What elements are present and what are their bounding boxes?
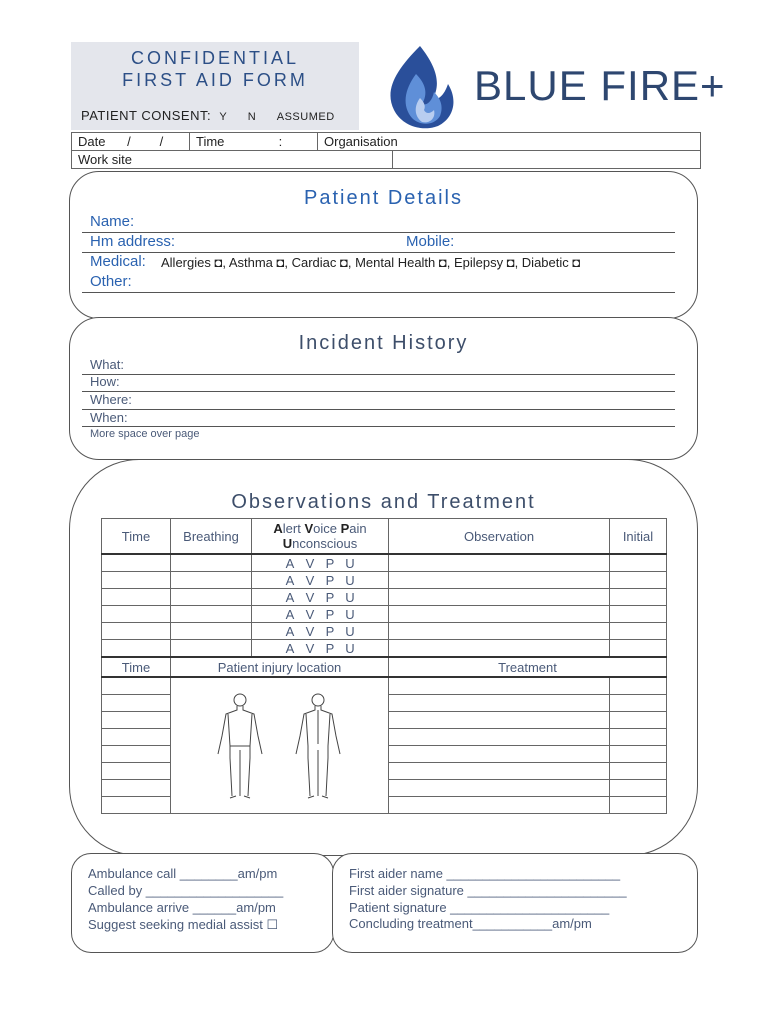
table-row	[102, 589, 667, 606]
treat-treatment-cell[interactable]	[389, 763, 610, 780]
obs-observation-cell[interactable]	[389, 623, 610, 640]
observations-header-row	[102, 519, 667, 555]
avpu-v[interactable]: V	[305, 572, 315, 588]
avpu-v[interactable]: V	[305, 640, 315, 656]
table-row	[102, 623, 667, 640]
obs-time-cell[interactable]	[102, 623, 171, 640]
obs-initial-cell[interactable]	[610, 572, 667, 589]
obs-breathing-cell[interactable]	[171, 589, 252, 606]
title-first-aid-form: FIRST AID FORM	[122, 70, 308, 90]
avpu-u[interactable]: U	[345, 555, 355, 571]
avpu-p[interactable]: P	[325, 623, 335, 639]
obs-initial-cell[interactable]	[610, 606, 667, 623]
where-label: Where:	[90, 392, 132, 407]
treat-time-cell[interactable]	[102, 763, 171, 780]
patient-details-title: Patient Details	[304, 187, 463, 209]
obs-time-cell[interactable]	[102, 640, 171, 658]
where-line[interactable]	[82, 409, 675, 410]
treat-initial-cell[interactable]	[610, 780, 667, 797]
table-row	[102, 572, 667, 589]
obs-breathing-cell[interactable]	[171, 640, 252, 658]
what-label: What:	[90, 357, 124, 372]
col-avpu	[252, 519, 389, 555]
flame-logo-icon	[386, 44, 458, 132]
patient-consent-row	[81, 108, 335, 123]
date-field[interactable]	[72, 133, 190, 151]
consent-yes-option[interactable]: Y	[219, 111, 228, 123]
time-label: Time	[196, 134, 225, 149]
medical-options[interactable]: Allergies ◘, Asthma ◘, Cardiac ◘, Mental Health ◘, Epilepsy ◘, Diabetic ◘	[161, 255, 581, 270]
avpu-v[interactable]: V	[305, 555, 315, 571]
obs-time-cell[interactable]	[102, 554, 171, 572]
obs-time-cell[interactable]	[102, 589, 171, 606]
brand-name: BLUE FIRE+	[474, 62, 726, 109]
how-line[interactable]	[82, 391, 675, 392]
obs-initial-cell[interactable]	[610, 554, 667, 572]
avpu-a[interactable]: A	[285, 623, 295, 639]
col-observation: Observation	[389, 519, 610, 555]
avpu-a[interactable]: A	[285, 606, 295, 622]
suggest-medical-assist-checkbox[interactable]: Suggest seeking medial assist ☐	[88, 917, 279, 932]
treat-treatment-cell[interactable]	[389, 797, 610, 814]
more-space-note: More space over page	[90, 428, 200, 440]
address-line[interactable]	[82, 252, 675, 253]
observation-rows	[102, 554, 667, 657]
treat-treatment-cell[interactable]	[389, 780, 610, 797]
avpu-cell[interactable]	[252, 589, 389, 606]
treat-treatment-cell[interactable]	[389, 712, 610, 729]
obs-observation-cell[interactable]	[389, 606, 610, 623]
avpu-head-p-rest: ain	[349, 521, 367, 536]
time-field[interactable]	[190, 133, 318, 151]
treat-treatment-cell[interactable]	[389, 729, 610, 746]
avpu-u[interactable]: U	[345, 623, 355, 639]
name-label: Name:	[90, 213, 135, 230]
treat-treatment-cell[interactable]	[389, 746, 610, 763]
when-label: When:	[90, 410, 128, 425]
obs-observation-cell[interactable]	[389, 640, 610, 658]
treat-time-cell[interactable]	[102, 780, 171, 797]
obs-breathing-cell[interactable]	[171, 554, 252, 572]
date-time-org-table	[71, 132, 701, 169]
avpu-a[interactable]: A	[285, 640, 295, 656]
incident-history-title: Incident History	[298, 332, 469, 354]
avpu-head-u: U	[282, 536, 293, 551]
date-sep-2: /	[159, 134, 164, 149]
avpu-u[interactable]: U	[345, 606, 355, 622]
worksite-label: Work site	[78, 152, 132, 167]
treat-initial-cell[interactable]	[610, 712, 667, 729]
avpu-p[interactable]: P	[325, 640, 335, 656]
avpu-p[interactable]: P	[325, 606, 335, 622]
obs-observation-cell[interactable]	[389, 589, 610, 606]
avpu-p[interactable]: P	[325, 555, 335, 571]
obs-initial-cell[interactable]	[610, 623, 667, 640]
treatment-row	[102, 677, 667, 695]
ambulance-call-field[interactable]: Ambulance call ________am/pm	[88, 866, 278, 881]
what-line[interactable]	[82, 374, 675, 375]
avpu-head-p: P	[340, 521, 350, 536]
organisation-field[interactable]	[318, 133, 701, 151]
treat-time-cell[interactable]	[102, 729, 171, 746]
worksite-extra-field[interactable]	[393, 151, 701, 169]
treat-time-cell[interactable]	[102, 677, 171, 695]
body-diagram[interactable]	[200, 688, 360, 800]
treat-treatment-cell[interactable]	[389, 695, 610, 712]
first-aider-signature-field[interactable]: First aider signature ______________________	[349, 883, 627, 898]
table-row	[102, 606, 667, 623]
treat-time-cell[interactable]	[102, 746, 171, 763]
obs-initial-cell[interactable]	[610, 640, 667, 658]
observations-treatment-section	[69, 459, 698, 856]
medical-label: Medical:	[90, 253, 146, 270]
form-title-panel	[71, 42, 359, 130]
avpu-p[interactable]: P	[325, 572, 335, 588]
treat-initial-cell[interactable]	[610, 729, 667, 746]
avpu-p[interactable]: P	[325, 589, 335, 605]
incident-history-section	[69, 317, 698, 460]
col2-time: Time	[102, 657, 171, 677]
obs-observation-cell[interactable]	[389, 554, 610, 572]
date-sep-1: /	[127, 134, 131, 149]
avpu-u[interactable]: U	[345, 572, 355, 588]
avpu-a[interactable]: A	[285, 589, 295, 605]
treat-initial-cell[interactable]	[610, 763, 667, 780]
how-label: How:	[90, 374, 120, 389]
organisation-label: Organisation	[324, 134, 398, 149]
when-line[interactable]	[82, 426, 675, 427]
avpu-head-v-rest: oice	[313, 521, 341, 536]
human-body-back-icon	[296, 694, 340, 798]
avpu-head-a-rest: lert	[282, 521, 305, 536]
mobile-label: Mobile:	[406, 233, 455, 250]
human-body-front-icon	[218, 694, 262, 798]
injury-location-cell[interactable]	[171, 677, 389, 814]
avpu-cell[interactable]	[252, 554, 389, 572]
concluding-treatment-field[interactable]: Concluding treatment___________am/pm	[349, 916, 592, 931]
avpu-a[interactable]: A	[285, 572, 295, 588]
treat-time-cell[interactable]	[102, 797, 171, 814]
avpu-cell[interactable]	[252, 606, 389, 623]
obs-breathing-cell[interactable]	[171, 623, 252, 640]
other-label: Other:	[90, 273, 132, 290]
observations-table	[101, 518, 667, 814]
treat-time-cell[interactable]	[102, 712, 171, 729]
avpu-u[interactable]: U	[345, 589, 355, 605]
avpu-u[interactable]: U	[345, 640, 355, 656]
consent-label: PATIENT CONSENT:	[81, 108, 212, 123]
worksite-field[interactable]	[72, 151, 393, 169]
col-initial: Initial	[610, 519, 667, 555]
treat-initial-cell[interactable]	[610, 695, 667, 712]
observations-title: Observations and Treatment	[231, 491, 536, 513]
called-by-field[interactable]: Called by ___________________	[88, 883, 284, 898]
treat-initial-cell[interactable]	[610, 797, 667, 814]
obs-breathing-cell[interactable]	[171, 606, 252, 623]
col-breathing: Breathing	[171, 519, 252, 555]
avpu-cell[interactable]	[252, 623, 389, 640]
treatment-header-row	[102, 657, 667, 677]
treat-initial-cell[interactable]	[610, 677, 667, 695]
time-sep: :	[278, 134, 283, 149]
ambulance-section	[71, 853, 334, 953]
consent-assumed-option[interactable]: ASSUMED	[276, 111, 335, 123]
treat-time-cell[interactable]	[102, 695, 171, 712]
avpu-head-v: V	[304, 521, 314, 536]
signatures-section	[332, 853, 698, 953]
avpu-cell[interactable]	[252, 572, 389, 589]
title-confidential: CONFIDENTIAL	[130, 48, 299, 68]
obs-observation-cell[interactable]	[389, 572, 610, 589]
consent-no-option[interactable]: N	[247, 111, 257, 123]
patient-signature-field[interactable]: Patient signature ______________________	[349, 900, 610, 915]
treat-treatment-cell[interactable]	[389, 677, 610, 695]
date-label: Date	[78, 134, 106, 149]
other-line[interactable]	[82, 292, 675, 293]
patient-details-section	[69, 171, 698, 319]
obs-time-cell[interactable]	[102, 572, 171, 589]
avpu-v[interactable]: V	[305, 606, 315, 622]
treat-initial-cell[interactable]	[610, 746, 667, 763]
avpu-a[interactable]: A	[285, 555, 295, 571]
avpu-v[interactable]: V	[305, 589, 315, 605]
col2-treatment: Treatment	[389, 657, 667, 677]
address-label: Hm address:	[90, 233, 176, 250]
avpu-cell[interactable]	[252, 640, 389, 658]
obs-initial-cell[interactable]	[610, 589, 667, 606]
avpu-head-u-rest: nconscious	[292, 536, 358, 551]
table-row	[102, 554, 667, 572]
avpu-v[interactable]: V	[305, 623, 315, 639]
ambulance-arrive-field[interactable]: Ambulance arrive ______am/pm	[88, 900, 276, 915]
col-time: Time	[102, 519, 171, 555]
obs-time-cell[interactable]	[102, 606, 171, 623]
avpu-head-a: A	[273, 521, 283, 536]
table-row	[102, 640, 667, 658]
first-aider-name-field[interactable]: First aider name ________________________	[349, 866, 621, 881]
col2-injury-location: Patient injury location	[171, 657, 389, 677]
obs-breathing-cell[interactable]	[171, 572, 252, 589]
